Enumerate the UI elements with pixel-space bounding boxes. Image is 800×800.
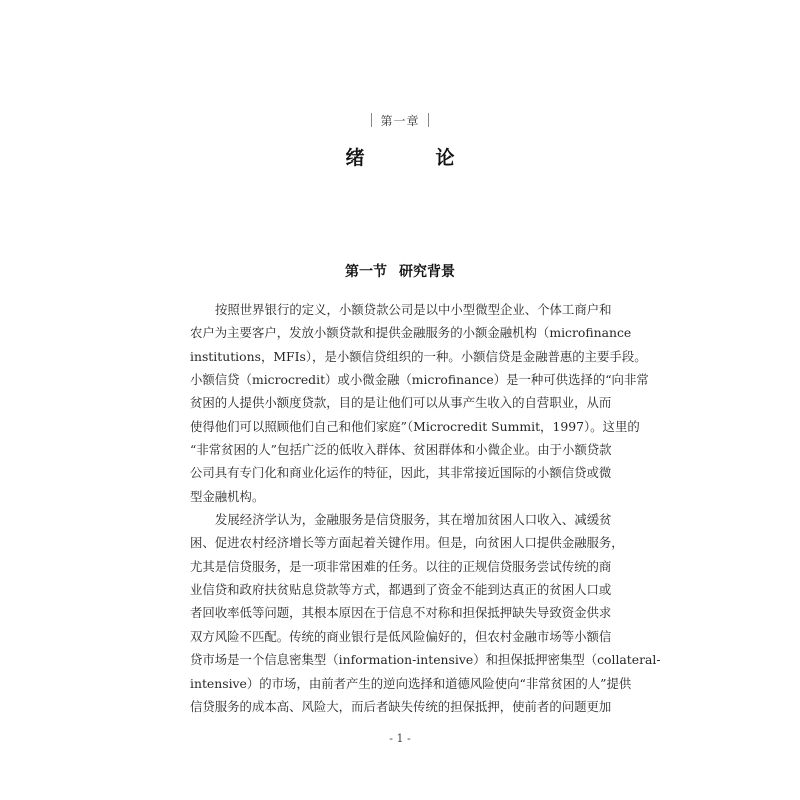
- paragraph-line: “非常贫困的人”包括广泛的低收入群体、贫困群体和小微企业。由于小额贷款: [190, 442, 612, 458]
- paragraph-line: 贷市场是一个信息密集型（information-intensive）和担保抵押密集型（collateral-: [190, 652, 661, 668]
- section-title: [0, 261, 800, 281]
- chapter-title: 绪 论: [345, 147, 481, 169]
- body-text: [190, 298, 661, 718]
- section-heading: 研究背景: [399, 264, 455, 280]
- paragraph-line: 公司具有专门化和商业化运作的特征，因此，其非常接近国际的小额信贷或微: [190, 465, 612, 481]
- paragraph-line: 贫困的人提供小额度贷款，目的是让他们可以从事产生收入的自营职业，从而: [190, 395, 612, 411]
- paragraph-line: 尤其是信贷服务，是一项非常困难的任务。以往的正规信贷服务尝试传统的商: [190, 558, 612, 574]
- paragraph-line: 农户为主要客户，发放小额贷款和提供金融服务的小额金融机构（microfinance: [190, 325, 632, 341]
- page-number: - 1 -: [389, 732, 411, 745]
- paragraph-line: institutions，MFIs），是小额信贷组织的一种。小额信贷是金融普惠的主要手段。: [190, 348, 647, 364]
- paragraph-line: 小额信贷（microcredit）或小微金融（microfinance）是一种可供选择的“向非常: [190, 372, 649, 388]
- paragraph-line: 发展经济学认为，金融服务是信贷服务，其在增加贫困人口收入、减缓贫: [215, 512, 612, 528]
- paragraph-line: 业信贷和政府扶贫贴息贷款等方式，都遇到了资金不能到达真正的贫困人口或: [190, 582, 612, 598]
- chapter-label: [0, 112, 800, 129]
- paragraph-line: intensive）的市场，由前者产生的逆向选择和道德风险使向“非常贫困的人”提供: [190, 675, 632, 691]
- paragraph-line: 困、促进农村经济增长等方面起着关键作用。但是，向贫困人口提供金融服务，: [190, 535, 624, 551]
- section-number: 第一节: [345, 264, 387, 280]
- paragraph-line: 双方风险不匹配。传统的商业银行是低风险偏好的，但农村金融市场等小额信: [190, 628, 612, 644]
- chapter-label-text: 第一章: [380, 114, 420, 128]
- paragraph-line: 使得他们可以照顾他们自己和他们家庭”（Microcredit Summit，1997）。这里的: [190, 418, 640, 434]
- chapter-label-right-bar: [428, 113, 429, 127]
- chapter-label-left-bar: [371, 113, 372, 127]
- paragraph-line: 者回收率低等问题，其根本原因在于信息不对称和担保抵押缺失导致资金供求: [190, 605, 612, 621]
- paragraph-line: 按照世界银行的定义，小额贷款公司是以中小型微型企业、个体工商户和: [215, 302, 612, 317]
- paragraph-line: 型金融机构。: [190, 488, 265, 504]
- paragraph-line: 信贷服务的成本高、风险大，而后者缺失传统的担保抵押，使前者的问题更加: [190, 698, 612, 714]
